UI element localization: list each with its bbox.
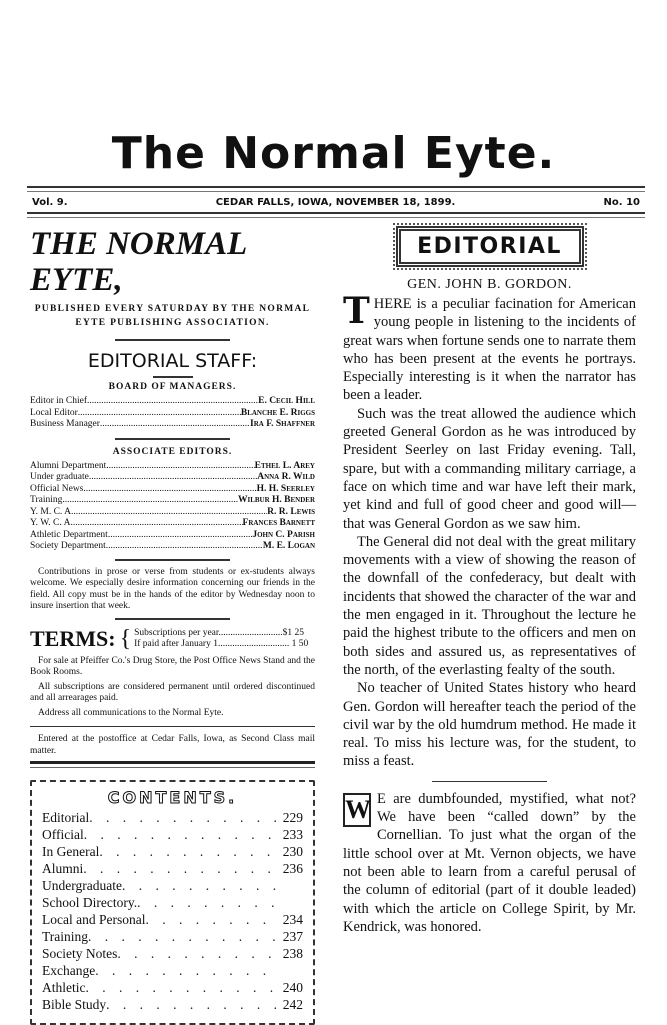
divider <box>115 438 230 440</box>
toc-item[interactable]: In General . . . 230 <box>42 843 303 860</box>
masthead-top-rule <box>27 186 645 192</box>
heavy-divider <box>30 761 315 764</box>
staff-row: Local Editor ..... Blanche E. Riggs <box>30 408 315 420</box>
divider <box>432 781 547 782</box>
subscription-note: All subscriptions are considered permanent until ordered discontinued and all arrearages paid. <box>30 681 315 703</box>
issue-number: No. 10 <box>603 197 640 208</box>
staff-row: Under graduate ..... Anna R. Wild <box>30 472 315 484</box>
contents-title: CONTENTS. <box>107 788 238 807</box>
divider <box>153 376 193 378</box>
divider <box>115 339 230 341</box>
publisher-line-2: EYTE PUBLISHING ASSOCIATION. <box>75 318 270 328</box>
article-paragraph: The General did not deal with the great military movements with a view of showing the reason of the downfall of the confederacy, but dealt with incidents that showed the character of the war and the men engaged in it. Throughout the lecture he paid the highest tribute to the officers and men on both sides and assured us, as representatives of the north, of the everlasting fealty of the south. <box>343 533 636 678</box>
staff-row: Official News ..... H. H. Seerley <box>30 484 315 496</box>
sale-note: For sale at Pfeiffer Co.'s Drug Store, the Post Office News Stand and the Book Rooms. <box>30 655 315 677</box>
board-heading: BOARD OF MANAGERS. <box>108 382 237 392</box>
staff-row: Alumni Department ..... Ethel L. Arey <box>30 461 315 473</box>
divider <box>30 726 315 727</box>
toc-item[interactable]: Undergraduate . . . <box>42 877 303 894</box>
toc-item[interactable]: Local and Personal . . . 234 <box>42 911 303 928</box>
toc-item[interactable]: Official . . . 233 <box>42 826 303 843</box>
paper-title: THE NORMAL EYTE, <box>30 226 247 298</box>
thin-divider <box>30 767 315 768</box>
staff-row: Training ..... Wilbur H. Bender <box>30 495 315 507</box>
article-paragraph: No teacher of United States history who heard Gen. Gordon will hereafter teach the period of the civil war by the old humdrum method. He made it real. To miss his lecture was, for the student, to miss a feast. <box>343 680 636 770</box>
editorial-banner-text: EDITORIAL <box>417 234 562 259</box>
staff-row: Y. W. C. A ..... Frances Barnett <box>30 518 315 530</box>
staff-row: Editor in Chief ..... E. Cecil Hill <box>30 396 315 408</box>
toc-item[interactable]: School Directory. . . . <box>42 894 303 911</box>
staff-row: Business Manager ..... Ira F. Shaffner <box>30 419 315 431</box>
dropcap-t: T <box>343 290 370 332</box>
dateline <box>32 197 640 208</box>
masthead-title: The Normal Eyte. <box>111 128 556 179</box>
terms-line-2: If paid after January 1.............................. 1 50 <box>134 638 309 649</box>
article-paragraph: W E are dumbfounded, mystified, what not? We have been “called down” by the Cornellian. To just what the organ of the little school over at Mt. Vernon objects, we have not been able to learn from a careful perusal of the column of editorial (part of it double leaded) with which the article on College Spirit, by Mr. Kendrick, was honored. <box>343 790 636 935</box>
staff-row: Society Department ..... M. E. Logan <box>30 541 315 553</box>
address-note: Address all communications to the Normal Eyte. <box>38 707 224 718</box>
publisher-note <box>30 302 315 330</box>
article-title: GEN. JOHN B. GORDON. <box>407 277 572 292</box>
dropcap-w: W <box>343 793 371 827</box>
toc-item[interactable]: Athletic . . . 240 <box>42 979 303 996</box>
toc-item[interactable]: Editorial . . . 229 <box>42 809 303 826</box>
staff-row: Athletic Department ..... John C. Parish <box>30 530 315 542</box>
associate-heading: ASSOCIATE EDITORS. <box>112 446 233 457</box>
terms-block <box>30 626 315 652</box>
volume-label: Vol. 9. <box>32 197 68 208</box>
toc-item[interactable]: Alumni . . . 236 <box>42 860 303 877</box>
editorial-banner <box>396 226 584 267</box>
toc-item[interactable]: Society Notes . . . 238 <box>42 945 303 962</box>
brace-icon: { <box>119 625 132 652</box>
entered-note: Entered at the postoffice at Cedar Falls, Iowa, as Second Class mail matter. <box>30 734 315 756</box>
toc-item[interactable]: Bible Study . . . 242 <box>42 996 303 1013</box>
terms-line-1: Subscriptions per year...........................$1 25 <box>134 627 305 638</box>
right-column <box>343 226 636 936</box>
date-place: CEDAR FALLS, IOWA, NOVEMBER 18, 1899. <box>215 197 456 208</box>
divider <box>115 559 230 561</box>
masthead-bottom-rule <box>27 212 645 218</box>
divider <box>115 618 230 620</box>
contents-box <box>30 780 315 1025</box>
board-list <box>30 396 315 431</box>
contributions-note: Contributions in prose or verse from students or ex-students always welcome. We especially desire information concerning our friends in the field. All copy must be in the hands of the editor by Wednesday noon to insure insertion that week. <box>30 566 315 611</box>
article-paragraph: THERE is a peculiar facination for American young people in listening to the incidents of great wars when fortune sends one to narrate them who has been present at the events he portrays. Especially interesting is it when the narrator has been a leader. <box>343 290 636 404</box>
publisher-line-1: PUBLISHED EVERY SATURDAY BY THE NORMAL <box>34 304 311 314</box>
left-column <box>30 226 315 1025</box>
toc-item[interactable]: Training . . . 237 <box>42 928 303 945</box>
terms-label: TERMS: <box>30 625 116 651</box>
editorial-staff-heading: EDITORIAL STAFF: <box>87 350 258 372</box>
article-paragraph: Such was the treat allowed the audience which greeted General Gordon as he was introduced by President Seerley on last Friday evening. Tall, spare, but with a commanding military carriage, a face on which time and war have left their mark, yet kind and full of good cheer and good will—that was General Gordon as we saw him. <box>343 405 636 532</box>
staff-row: Y. M. C. A ..... R. R. Lewis <box>30 507 315 519</box>
associate-list <box>30 461 315 553</box>
toc-item[interactable]: Exchange . . . <box>42 962 303 979</box>
